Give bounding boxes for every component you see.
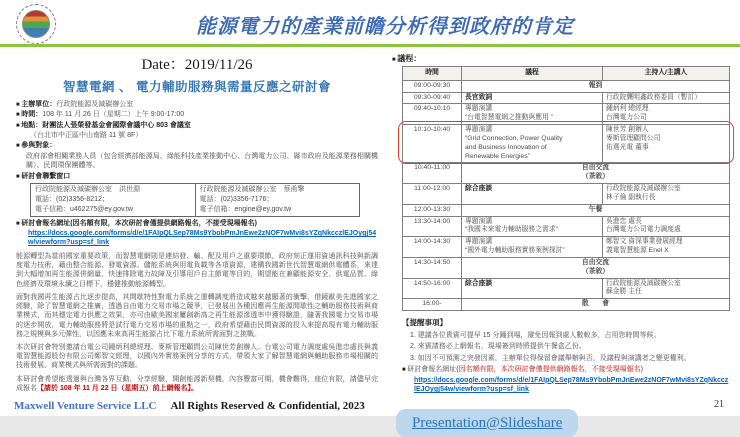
agenda-speaker-cell <box>603 92 730 104</box>
contact-cell-right <box>195 184 360 216</box>
agenda-time-cell: 12:00-13:30 <box>403 204 462 216</box>
contact-phone: 電話：(02)3356-8212； <box>35 195 109 203</box>
reminder-item: 1. 建議各位貴賓可提早 15 分鐘到場，避免因報到處人數較多，占用您時間等候。 <box>410 332 661 340</box>
agenda-program-line: “Grid Connection, Power Quality <box>465 134 563 142</box>
agenda-program-line: 長官致詞 <box>465 93 493 101</box>
slide-header <box>0 0 740 44</box>
agenda-program-line: Renewable Energies” <box>465 152 530 160</box>
agenda-time-cell: 16:00- <box>403 299 462 311</box>
agenda-speaker-cell <box>603 237 730 258</box>
signup-url-link[interactable]: https://docs.google.com/forms/d/e/1FAIpQLSep78Ms9YbobPmJnEwe2zNOF7wMvi8sYZqNkcczlEJOygj54w/viewform?usp=sf_link <box>28 229 377 247</box>
agenda-speaker-line: 台灣電力公司電力調度處 <box>606 226 681 234</box>
footer <box>14 400 365 412</box>
agenda-speaker-line: 行政院龔明鑫政務委員（暫訂） <box>606 93 702 101</box>
deadline-note: 【請於 108 年 11 月 22 日（星期五）前上網報名】。 <box>37 384 199 392</box>
agenda-time-cell: 14:50-16:00 <box>403 278 462 299</box>
info-bullet <box>16 100 378 109</box>
contact-bullet <box>16 172 378 181</box>
agenda-time-cell: 14:00-14:30 <box>403 237 462 258</box>
description-paragraphs <box>16 252 378 393</box>
agenda-row <box>403 80 730 92</box>
agenda-speaker-cell <box>603 278 730 299</box>
agenda-program-line: 專題演講 <box>465 238 493 246</box>
bullet-text: 行政院能源及減碳辦公室 <box>56 101 134 108</box>
contact-org-person: 行政院能源及減碳辦公室 洪世淵 <box>35 186 140 194</box>
agenda-span-line: 報到 <box>588 81 603 89</box>
agenda-row <box>403 92 730 104</box>
contact-row <box>31 184 360 216</box>
paragraph-text: 本次研討會特別邀請台電公司鍾炳利總經理、麥斯管理顧問公司陳世芳創辦人、台電公司電力調度處吳進忠處長與義電智慧能源股份有限公司鄭智文經理，以國內外實務案例分享的方式，帶領大家了解智慧電網與輔助服務市場相關的技術發展、商業模式與所需面對的課題。 <box>16 343 378 370</box>
paragraph-text: 能源轉型為當前國家重要政策，而智慧電網則是連結發、輸、配及用戶之重要環節，政府刻正運用資通訊科技與新調度電力技術，藉由整合能源、發電資源、儲能系統與用電負載等各項資源，建構我國新世代智慧電網供電體系，來達到大幅增加再生能源併網量、快速排除電力故障及引導用戶自主節電等目的，期望能在兼顧能源安全、供電品質、綠色經濟及環境永續之目標下，穩健推動能源轉型。 <box>16 252 378 288</box>
contact-phone: 電話：(02)3356-7176； <box>199 195 274 203</box>
agenda-speaker-line: 義電智慧能源 Enel X <box>606 247 669 255</box>
description-paragraph <box>16 293 378 339</box>
agenda-time-cell: 09:00-09:30 <box>403 80 462 92</box>
agenda-header-row <box>403 67 730 81</box>
agenda-table-wrap <box>402 66 730 311</box>
agenda-speaker-line: 鍾炳利 總經理 <box>606 105 649 113</box>
agenda-program-line: “國外電力輔助服務實務案例探討” <box>465 247 565 255</box>
signup-bullet <box>402 365 730 374</box>
signup-note: (因名額有限，本次研討會僅提供網路報名，不接受現場報名) <box>70 219 257 227</box>
agenda-program-cell <box>462 278 603 299</box>
reminders-list <box>402 331 730 363</box>
agenda-program-cell <box>462 92 603 104</box>
agenda-program-cell <box>462 184 603 205</box>
paragraph-text: 本研討會希望能透過與台灣各界互動，分享經驗，開創能源新契機，內容豐富可期，機會難得，座位有限，請儘早完成報名 <box>16 375 378 392</box>
agenda-time-cell: 13:30-14:00 <box>403 216 462 237</box>
contact-email: 電子信箱：engine@ey.gov.tw <box>199 205 292 213</box>
agenda-span-line: 自由交流 <box>581 258 610 266</box>
contact-table <box>30 183 360 216</box>
agenda-time-cell: 09:40-10:10 <box>403 104 462 125</box>
bullet-text: 108 年 11 月 26 日（星期二）上午 9:00-17:00 <box>42 111 185 119</box>
agenda-span-cell <box>462 204 730 216</box>
agenda-program-cell <box>462 237 603 258</box>
agenda-row <box>403 125 730 163</box>
agenda-program-line: 專題演講 <box>465 126 493 134</box>
description-paragraph <box>16 343 378 371</box>
agenda-time-cell: 10:40-11:00 <box>403 163 462 184</box>
agenda-span-line: 午餐 <box>588 205 603 213</box>
agenda-column <box>392 51 730 437</box>
agenda-time-cell: 10:10-10:40 <box>403 125 462 163</box>
agenda-program-line: 專題演講 <box>465 217 493 225</box>
bullet-label: 參與對象： <box>21 142 57 150</box>
agenda-program-line: 專題演講 <box>465 105 493 113</box>
footer-rights: All Rights Reserved & Confidential, 2023 <box>170 400 365 412</box>
agenda-header-cell: 主持人/主講人 <box>603 67 730 81</box>
agenda-row <box>403 299 730 311</box>
agenda-span-line: （茶敘） <box>581 173 610 181</box>
seminar-bullet-list <box>16 100 378 171</box>
signup-note: (因名額有限，本次研討會僅提供網路報名，不接受現場報名) <box>456 366 643 374</box>
agenda-speaker-line: 行政院能源及減碳辦公室 <box>606 185 681 193</box>
agenda-row <box>403 237 730 258</box>
organization-seal-logo <box>16 4 56 44</box>
page-number: 21 <box>714 399 724 410</box>
agenda-row <box>403 184 730 205</box>
agenda-program-cell <box>462 216 603 237</box>
info-bullet <box>16 141 378 150</box>
slide-body <box>0 47 740 437</box>
signup-url-link[interactable]: https://docs.google.com/forms/d/e/1FAIpQLSep78Ms9YbobPmJnEwe2zNOF7wMvi8sYZqNkcczlEJOygj54w/viewform?usp=sf_link <box>414 376 729 394</box>
agenda-speaker-line: 林子倫 副執行長 <box>606 193 656 201</box>
bullet-block: 政府部會相關業務人員（包含經濟部能源局、綠能科技產業推動中心、台灣電力公司、縣市政府及能源業務相關機關）、民間環保團體等。 <box>26 152 378 170</box>
agenda-row <box>403 204 730 216</box>
signup-bullet <box>16 219 378 228</box>
bullet-text: 財團法人張榮發基金會國際會議中心 803 會議室 <box>42 121 191 129</box>
bullet-subline: （台北市中正區中山南路 11 號 8F） <box>30 132 143 140</box>
agenda-program-cell <box>462 125 603 163</box>
agenda-speaker-cell <box>603 125 730 163</box>
agenda-speaker-line: 蘇金勝 主任 <box>606 288 642 296</box>
paragraph-text: 面對我國再生能源占比逐步提高，其間歇特性對電力系統之運轉調度將造成越來越顯著的衝擊，借鏡歐美先進國家之經驗，除了智慧電網之推廣，透過自由電力交易市場之競爭，已發展出各種因應再生能源間歇性之輔助服務技術與商業模式，而其穩定電力供應之效果，亦可由歐美國家屢創新高之再生能源滲透率中獲得驗證，隨著我國電力交易市場的逐步開放，電力輔助服務將是試行電力交易市場的重點之一，政府希望藉由民間資源的投入來提高現有電力輔助服務之規模與多元彈性，以因應未來高再生能源占比下電力系統所需面對之挑戰。 <box>16 293 378 338</box>
agenda-speaker-line: 陳世芳 創辦人 <box>606 126 649 134</box>
agenda-speaker-cell <box>603 184 730 205</box>
reminder-item: 2. 來賓請務必上網報名，現場簽到時將提供午餐盒乙份。 <box>410 343 586 351</box>
seminar-info-column <box>16 51 378 437</box>
agenda-program-line: “我國未來電力輔助服務之需求” <box>465 226 558 234</box>
agenda-row <box>403 278 730 299</box>
agenda-speaker-line: 吳進忠 處長 <box>606 217 642 225</box>
agenda-row <box>403 216 730 237</box>
agenda-span-cell <box>462 299 730 311</box>
agenda-header-cell: 時間 <box>403 67 462 81</box>
agenda-speaker-line: 麥斯管理顧問公司 <box>606 134 661 142</box>
slideshare-pill <box>396 409 578 437</box>
bullet-label: 地點： <box>21 121 43 129</box>
agenda-program-line: 綜合座談 <box>465 279 493 287</box>
agenda-time-cell: 11:00-12:00 <box>403 184 462 205</box>
agenda-section-label: ■ 議程： <box>392 53 730 64</box>
agenda-row <box>403 163 730 184</box>
agenda-span-line: 散 會 <box>581 300 610 308</box>
agenda-speaker-cell <box>603 216 730 237</box>
description-paragraph <box>16 252 378 289</box>
bullet-label: 主辦單位： <box>21 101 57 108</box>
agenda-program-line: and Business Innovation of <box>465 143 547 151</box>
agenda-program-cell <box>462 104 603 125</box>
reminders-title: 【提醒事項】 <box>402 318 447 328</box>
logo-core-icon <box>22 10 50 38</box>
agenda-row <box>403 257 730 278</box>
seminar-heading: 智慧電網 、 電力輔助服務與需量反應之研討會 <box>63 80 331 94</box>
contact-label: 研討會聯繫窗口 <box>21 172 71 180</box>
info-bullet <box>16 110 378 119</box>
footer-company: Maxwell Venture Service LLC <box>14 400 157 412</box>
date-line: Date：2019/11/26 <box>141 57 253 73</box>
agenda-span-cell <box>462 163 730 184</box>
agenda-program-line: 綜合座談 <box>465 185 493 193</box>
slide-title: 能源電力的產業前瞻分析得到政府的肯定 <box>196 16 574 38</box>
info-bullet <box>16 121 378 130</box>
agenda-speaker-line: 台灣電力公司 <box>606 114 647 122</box>
agenda-program-line: “台電智慧電網之推動與應用 ” <box>465 114 553 122</box>
agenda-time-cell: 09:30-09:40 <box>403 92 462 104</box>
agenda-speaker-line: 行政院能源及減碳辦公室 <box>606 279 681 287</box>
signup-label: 研討會報名網址 <box>407 366 457 374</box>
agenda-time-cell: 14:30-14:50 <box>403 257 462 278</box>
contact-email: 電子信箱：u462275@ey.gov.tw <box>35 205 133 213</box>
agenda-speaker-line: 鄭智文 資深事業發展經理 <box>606 238 683 246</box>
agenda-speaker-cell <box>603 104 730 125</box>
agenda-header-cell: 議程 <box>462 67 603 81</box>
reminder-item: 3. 如因不可預測之突發因素，主辦單位得保留會議舉辦與否，及議程與演講者之變更權利。 <box>410 354 691 362</box>
contact-org-person: 行政院能源及減碳辦公室 蔡甬擎 <box>199 186 305 194</box>
agenda-span-line: （茶敘） <box>581 267 610 275</box>
agenda-span-cell <box>462 257 730 278</box>
agenda-speaker-line: 佑選光電 董事 <box>606 143 649 151</box>
agenda-row <box>403 104 730 125</box>
agenda-table <box>402 66 730 311</box>
bullet-label: 時間： <box>21 111 43 119</box>
agenda-span-cell <box>462 80 730 92</box>
agenda-span-line: 自由交流 <box>581 164 610 172</box>
description-paragraph <box>16 375 378 393</box>
signup-label: 研討會報名網址 <box>21 219 71 227</box>
contact-cell-left <box>31 184 196 216</box>
slideshare-link[interactable]: Presentation@Slideshare <box>412 414 563 431</box>
